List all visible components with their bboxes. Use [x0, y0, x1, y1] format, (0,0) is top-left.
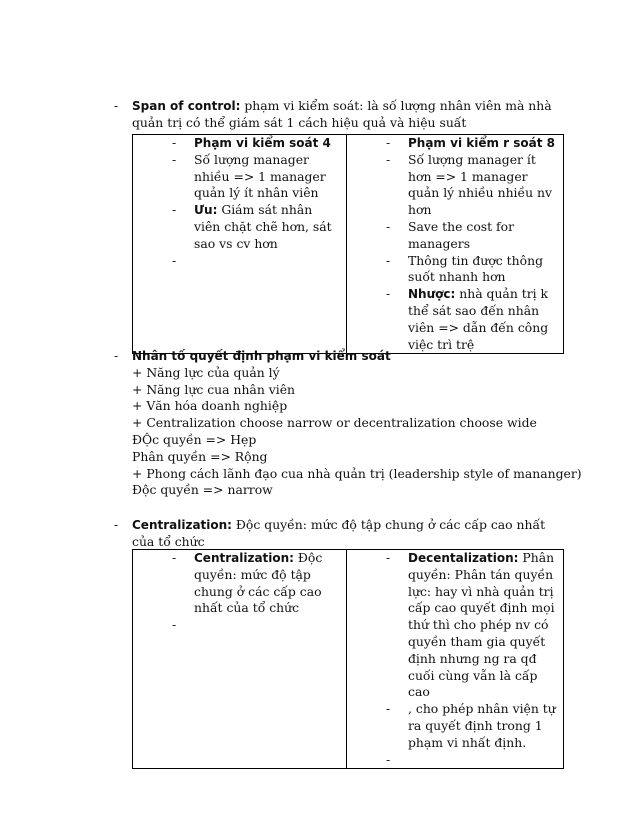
span-4-cell	[133, 135, 347, 354]
span-8-cell	[347, 135, 564, 354]
factor-line: + Năng lực cua nhân viên	[132, 381, 296, 397]
span-8-item: - Thông tin được thông suốt nhanh hơn	[386, 252, 543, 285]
span-of-control-section	[114, 98, 574, 132]
span-4-item: - Ưu: Giám sát nhân viên chặt chẽ hơn, sát sao vs cv hơn	[172, 202, 332, 251]
span-of-control-title: Span of control:	[132, 99, 241, 113]
factor-line: + Phong cách lãnh đạo cua nhà quản trị (leadership style of mananger)	[132, 465, 582, 481]
centralization-paragraph	[132, 517, 554, 551]
factors-body	[132, 348, 582, 499]
factor-line: + Năng lực của quản lý	[132, 364, 280, 380]
decentralization-item: - Decentalization: Phân quyền: Phân tán quyền lực: hay vì nhà quản trị cấp cao quyết định mọi thứ thì cho phép nv có quyền tham gia quyết định nhưng ng ra qđ cuối cùng vẫn là cấp cao	[386, 550, 555, 700]
factor-line: + Centralization choose narrow or decentralization choose wide	[132, 415, 537, 431]
span-8-list	[386, 135, 559, 353]
factors-title: Nhân tố quyết định phạm vi kiểm soát	[132, 349, 391, 363]
decentralization-item: - , cho phép nhân viện tự ra quyết định trong 1 phạm vi nhất định.	[386, 701, 556, 750]
factor-line: + Văn hóa doanh nghiệp	[132, 398, 288, 414]
section-bullet: -	[114, 348, 119, 363]
centralization-item: -	[172, 617, 177, 633]
decentralization-item: -	[386, 751, 391, 767]
span-4-item: -	[172, 252, 177, 268]
section-bullet: -	[114, 98, 119, 113]
span-of-control-definition: phạm vi kiểm soát: là số lượng nhân viên mà nhà quản trị có thể giám sát 1 cách hiệu quả và hiệu suất	[132, 98, 552, 130]
span-4-item: - Số lượng manager nhiều => 1 manager quản lý ít nhân viên	[172, 151, 326, 201]
span-of-control-paragraph	[132, 98, 574, 132]
factor-line: Phân quyền => Rộng	[132, 448, 268, 464]
factor-line: Độc quyền => narrow	[132, 482, 273, 498]
span-8-item: - Số lượng manager ít hơn => 1 manager quản lý nhiều nhiều nv hơn	[386, 151, 553, 218]
span-8-item: - Nhược: nhà quản trị k thể sát sao đến nhân viên => dẫn đến công việc trì trệ	[386, 286, 549, 352]
span-4-list	[172, 135, 340, 269]
section-bullet: -	[114, 517, 119, 532]
span-8-item: - Phạm vi kiểm r soát 8	[386, 135, 555, 150]
centralization-section	[114, 517, 554, 551]
centralization-cell	[133, 550, 347, 769]
factor-line: ĐỘc quyền => Hẹp	[132, 431, 257, 447]
centralization-comparison-table	[132, 549, 564, 769]
span-8-item: - Save the cost for managers	[386, 218, 515, 251]
centralization-title: Centralization:	[132, 518, 232, 532]
centralization-item: - Centralization: Độc quyền: mức độ tập chung ở các cấp cao nhất của tổ chức	[172, 550, 323, 616]
factors-section	[114, 348, 582, 499]
span-4-item: - Phạm vi kiểm soát 4	[172, 135, 331, 150]
decentralization-cell	[347, 550, 564, 769]
centralization-list	[172, 550, 342, 634]
centralization-definition: Độc quyền: mức độ tập chung ở các cấp cao nhất của tổ chức	[132, 517, 546, 549]
decentralization-list	[386, 550, 559, 768]
span-comparison-table	[132, 134, 564, 354]
